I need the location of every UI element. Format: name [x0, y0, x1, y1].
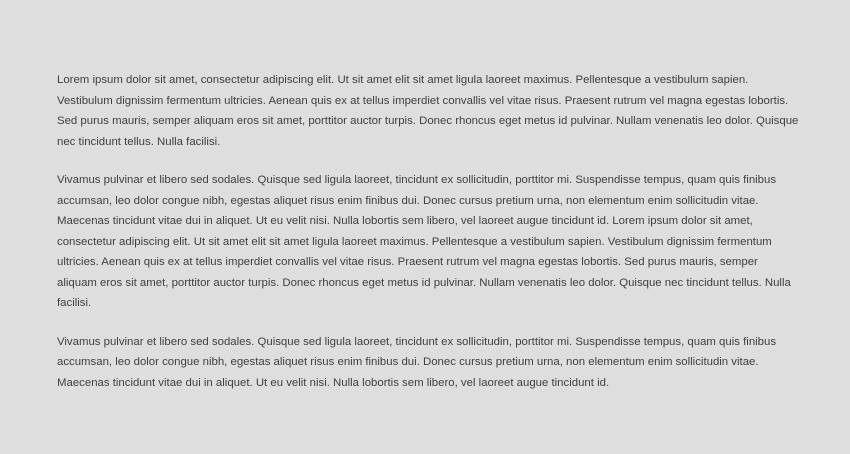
article-body — [57, 70, 800, 411]
paragraph-2: Vivamus pulvinar et libero sed sodales. Quisque sed ligula laoreet, tincidunt ex sollicitudin, porttitor mi. Suspendisse tempus, quam quis finibus accumsan, leo dolor congue nibh, egestas aliquet risus enim finibus dui. Donec cursus pretium urna, non elementum enim sollicitudin vitae. Maecenas tincidunt vitae dui in aliquet. Ut eu velit nisi. Nulla lobortis sem libero, vel laoreet augue tincidunt id. Lorem ipsum dolor sit amet, consectetur adipiscing elit. Ut sit amet elit sit amet ligula laoreet maximus. Pellentesque a vestibulum sapien. Vestibulum dignissim fermentum ultricies. Aenean quis ex at tellus imperdiet convallis vel vitae risus. Praesent rutrum vel magna egestas lobortis. Sed purus mauris, semper aliquam eros sit amet, porttitor auctor turpis. Donec rhoncus eget metus id pulvinar. Nullam venenatis leo dolor. Quisque nec tincidunt tellus. Nulla facilisi. — [57, 174, 791, 309]
paragraph-1: Lorem ipsum dolor sit amet, consectetur adipiscing elit. Ut sit amet elit sit amet ligula laoreet maximus. Pellentesque a vestibulum sapien. Vestibulum dignissim fermentum ultricies. Aenean quis ex at tellus imperdiet convallis vel vitae risus. Praesent rutrum vel magna egestas lobortis. Sed purus mauris, semper aliquam eros sit amet, porttitor auctor turpis. Donec rhoncus eget metus id pulvinar. Nullam venenatis leo dolor. Quisque nec tincidunt tellus. Nulla facilisi. — [57, 74, 799, 148]
paragraph-3: Vivamus pulvinar et libero sed sodales. Quisque sed ligula laoreet, tincidunt ex sollicitudin, porttitor mi. Suspendisse tempus, quam quis finibus accumsan, leo dolor congue nibh, egestas aliquet risus enim finibus dui. Donec cursus pretium urna, non elementum enim sollicitudin vitae. Maecenas tincidunt vitae dui in aliquet. Ut eu velit nisi. Nulla lobortis sem libero, vel laoreet augue tincidunt id. — [57, 335, 777, 389]
